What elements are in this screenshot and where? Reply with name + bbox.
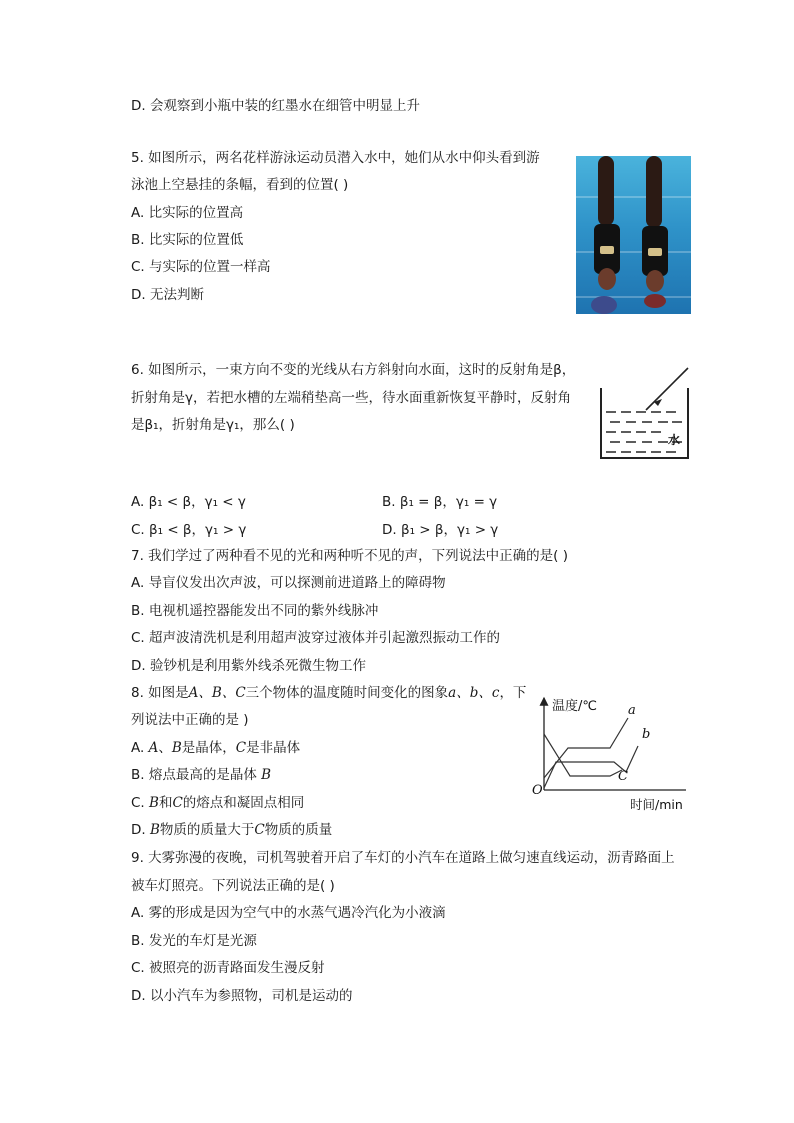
- q8-stem-line1: 8. 如图是A、B、C三个物体的温度随时间变化的图象a、b、c，下: [131, 685, 527, 701]
- q4-option-d: D. 会观察到小瓶中装的红墨水在细管中明显上升: [131, 98, 420, 114]
- curve-a: [544, 718, 628, 778]
- q6-option-c: C. β₁ < β，γ₁ > γ: [131, 522, 247, 538]
- q8-option-a: A. A、B是晶体，C是非晶体: [131, 740, 301, 756]
- q6-option-a: A. β₁ < β，γ₁ < γ: [131, 494, 246, 510]
- q5-option-b: B. 比实际的位置低: [131, 232, 244, 248]
- q8-stem-curves: a、b、c: [448, 685, 500, 701]
- q6-option-d: D. β₁ > β，γ₁ > γ: [382, 522, 499, 538]
- q6-stem-line2: 折射角是γ，若把水槽的左端稍垫高一些，待水面重新恢复平静时，反射角: [131, 390, 571, 406]
- q5-option-d: D. 无法判断: [131, 287, 204, 303]
- curve-label-a: a: [628, 703, 636, 718]
- q5-option-c: C. 与实际的位置一样高: [131, 259, 271, 275]
- temperature-time-graph: [526, 690, 696, 812]
- q8-stem-line2: 列说法中正确的是 ): [131, 712, 249, 728]
- q9-option-a: A. 雾的形成是因为空气中的水蒸气遇冷汽化为小液滴: [131, 905, 446, 921]
- q9-option-b: B. 发光的车灯是光源: [131, 933, 257, 949]
- q7-option-c: C. 超声波清洗机是利用超声波穿过液体并引起激烈振动工作的: [131, 630, 501, 646]
- curve-label-b: b: [642, 727, 651, 742]
- q6-option-b: B. β₁ = β，γ₁ = γ: [382, 494, 498, 510]
- graph-ylabel: 温度/℃: [552, 699, 597, 714]
- graph-origin: O: [532, 783, 543, 798]
- q5-stem-line1: 5. 如图所示，两名花样游泳运动员潜入水中，她们从水中仰头看到游: [131, 150, 540, 166]
- q7-option-b: B. 电视机遥控器能发出不同的紫外线脉冲: [131, 603, 379, 619]
- synchronized-swimmers-photo: [576, 156, 691, 314]
- q7-stem: 7. 我们学过了两种看不见的光和两种听不见的声，下列说法中正确的是( ): [131, 548, 568, 564]
- q9-option-d: D. 以小汽车为参照物，司机是运动的: [131, 988, 353, 1004]
- q5-stem-line2: 泳池上空悬挂的条幅，看到的位置( ): [131, 177, 349, 193]
- q7-option-d: D. 验钞机是利用紫外线杀死微生物工作: [131, 658, 366, 674]
- q8-option-d: D. B物质的质量大于C物质的质量: [131, 822, 333, 838]
- q6-stem-line3: 是β₁，折射角是γ₁，那么( ): [131, 417, 295, 433]
- q7-option-a: A. 导盲仪发出次声波，可以探测前进道路上的障碍物: [131, 575, 446, 591]
- q9-stem-line1: 9. 大雾弥漫的夜晚，司机驾驶着开启了车灯的小汽车在道路上做匀速直线运动，沥青路面上: [131, 850, 675, 866]
- q6-stem-line1: 6. 如图所示，一束方向不变的光线从右方斜射向水面，这时的反射角是β，: [131, 362, 576, 378]
- q9-option-c: C. 被照亮的沥青路面发生漫反射: [131, 960, 325, 976]
- q8-option-c: C. B和C的熔点和凝固点相同: [131, 795, 305, 811]
- curve-label-c: C: [618, 769, 628, 784]
- graph-xlabel: 时间/min: [630, 797, 683, 812]
- water-tank-diagram: [596, 366, 694, 462]
- q5-option-a: A. 比实际的位置高: [131, 205, 244, 221]
- tank-water-label: 水: [668, 433, 681, 447]
- q8-option-b: B. 熔点最高的是晶体 B: [131, 767, 272, 783]
- curve-c: [544, 734, 622, 776]
- q9-stem-line2: 被车灯照亮。下列说法正确的是( ): [131, 878, 335, 894]
- q8-stem-objects: A、B、C: [188, 685, 246, 701]
